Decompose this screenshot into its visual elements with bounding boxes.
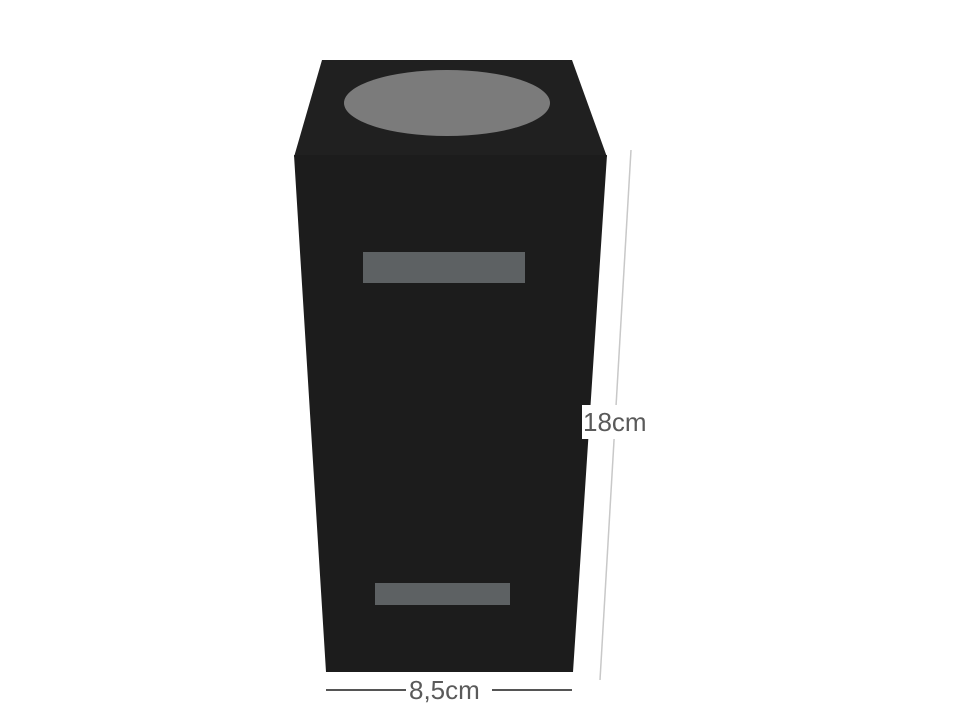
width-dimension — [326, 675, 572, 706]
upper-slot — [363, 252, 525, 283]
box — [294, 60, 607, 672]
box-top-opening — [344, 70, 550, 136]
width-label: 8,5cm — [409, 675, 480, 705]
height-label: 18cm — [583, 407, 647, 437]
lower-slot — [375, 583, 510, 605]
